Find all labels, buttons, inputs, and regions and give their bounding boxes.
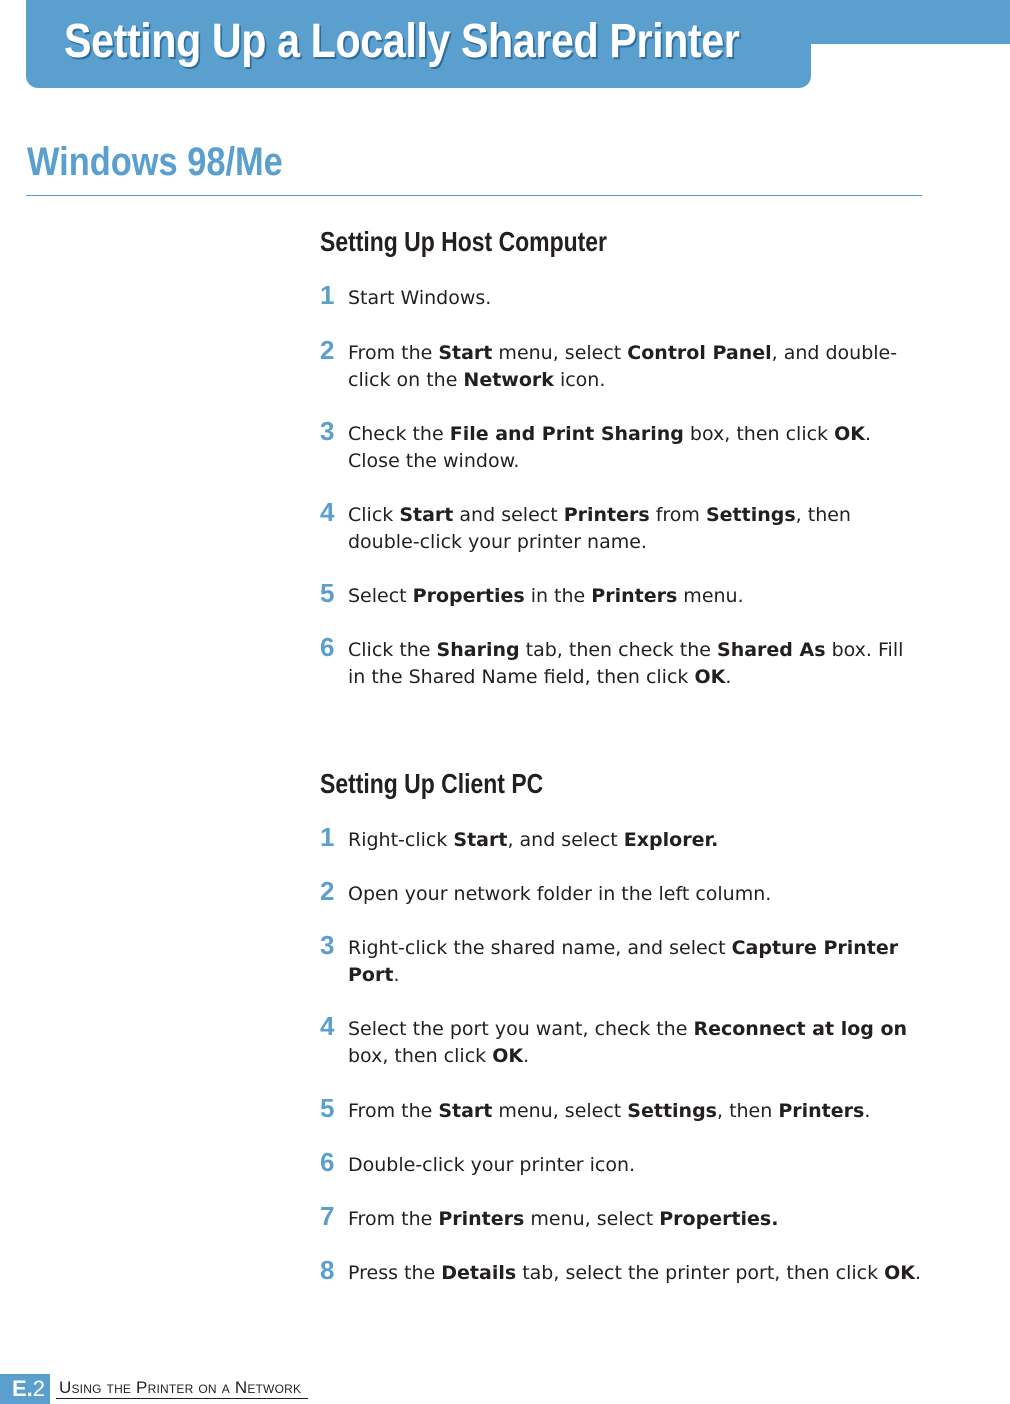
step-text-run: box, then click [683,423,835,445]
host-step [320,497,925,556]
client-step [320,1093,925,1125]
step-number: 2 [320,335,335,365]
step-emphasis: OK [694,666,726,688]
step-text-run: from [649,504,706,526]
step-emphasis: Shared As [717,639,826,661]
step-text-run: , and double-click on the [348,342,898,391]
step-text-run: Click [348,504,400,526]
step-text-run: Double-click your printer icon. [348,1154,636,1176]
step-emphasis: File and Print Sharing [449,423,684,445]
step-text-run: Select [348,585,413,607]
step-emphasis: Start [399,504,454,526]
step-emphasis: Printers [778,1100,865,1122]
step-text-run: . Close the window. [348,423,872,472]
step-text [348,637,925,691]
step-emphasis: Settings [627,1100,717,1122]
step-text [348,1016,925,1070]
step-text-run: . [393,964,400,986]
step-emphasis: Start [453,829,508,851]
step-text [348,285,925,312]
step-emphasis: Capture Printer Port [348,937,899,986]
step-number: 5 [320,578,335,608]
step-number: 5 [320,1093,335,1123]
step-number: 6 [320,632,335,662]
step-emphasis: Sharing [436,639,520,661]
step-number: 3 [320,416,335,446]
step-number: 6 [320,1147,335,1177]
step-text-run: , then double-click your printer name. [348,504,851,553]
step-emphasis: Printers [563,504,650,526]
host-step [320,335,925,394]
step-emphasis: Printers [591,585,678,607]
step-text-run: menu, select [492,1100,628,1122]
step-emphasis: OK [884,1262,915,1284]
client-step [320,1011,925,1070]
client-step [320,930,925,989]
step-text [348,583,925,610]
step-number: 1 [320,822,335,852]
step-text-run: From the [348,342,439,364]
step-text-run: . [864,1100,871,1122]
step-text-run: . [915,1262,922,1284]
step-emphasis: Network [463,369,554,391]
host-step [320,280,925,312]
step-emphasis: Control Panel [627,342,772,364]
step-number: 3 [320,930,335,960]
step-number: 4 [320,497,335,527]
step-text-run: menu. [677,585,744,607]
step-text [348,827,925,854]
page-number-value: 2 [32,1376,46,1401]
section-title: Windows 98/Me [27,140,283,184]
step-number: 7 [320,1201,335,1231]
running-title: Using the Printer on a Network [59,1378,302,1397]
step-emphasis: Reconnect at log on [693,1018,908,1040]
step-text-run: and select [453,504,564,526]
client-step [320,1201,925,1233]
page-title: Setting Up a Locally Shared Printer [64,15,740,68]
step-text [348,1206,925,1233]
step-text-run: box. Fill in the Shared Name field, then click [348,639,904,688]
step-text-run: in the [524,585,592,607]
step-text-run: , then [716,1100,779,1122]
host-heading: Setting Up Host Computer [320,226,607,257]
step-text-run: icon. [553,369,606,391]
page-number [12,1376,45,1402]
step-text [348,340,925,394]
step-number: 4 [320,1011,335,1041]
client-step [320,876,925,908]
footer-underline [56,1398,308,1399]
step-text [348,935,925,989]
step-text-run: Press the [348,1262,442,1284]
step-text-run: From the [348,1100,439,1122]
step-text-run: From the [348,1208,439,1230]
step-text-run: . [725,666,732,688]
step-text-run: Right-click the shared name, and select [348,937,732,959]
client-heading: Setting Up Client PC [320,768,544,799]
step-text-run: box, then click [348,1045,493,1067]
page-prefix: E. [12,1376,33,1401]
step-emphasis: Properties. [659,1208,779,1230]
step-text [348,421,925,475]
step-text [348,1260,925,1287]
step-emphasis: OK [834,423,865,445]
step-text-run: menu, select [524,1208,660,1230]
step-text [348,502,925,556]
step-text-run: , and select [507,829,624,851]
step-number: 8 [320,1255,335,1285]
host-step [320,578,925,610]
step-text-run: . [523,1045,530,1067]
step-text [348,881,925,908]
step-text-run: Check the [348,423,450,445]
step-emphasis: Printers [438,1208,525,1230]
step-emphasis: Explorer. [623,829,719,851]
title-band-extension [811,0,1010,44]
step-text-run: tab, select the printer port, then click [516,1262,885,1284]
step-text-run: Start Windows. [348,287,492,309]
host-step [320,632,925,691]
host-step [320,416,925,475]
step-emphasis: Details [441,1262,517,1284]
step-emphasis: Start [438,1100,493,1122]
step-number: 2 [320,876,335,906]
step-text-run: Select the port you want, check the [348,1018,694,1040]
step-text-run: tab, then check the [519,639,718,661]
step-text-run: menu, select [492,342,628,364]
step-text-run: Open your network folder in the left column. [348,883,772,905]
step-text-run: Click the [348,639,437,661]
client-step [320,1255,925,1287]
step-emphasis: Start [438,342,493,364]
step-text-run: Right-click [348,829,454,851]
step-text [348,1098,925,1125]
client-step [320,822,925,854]
page-number-box [0,1374,50,1404]
step-emphasis: Properties [412,585,525,607]
client-step [320,1147,925,1179]
section-divider [26,195,922,196]
step-number: 1 [320,280,335,310]
step-text [348,1152,925,1179]
step-emphasis: Settings [705,504,796,526]
step-emphasis: OK [492,1045,524,1067]
